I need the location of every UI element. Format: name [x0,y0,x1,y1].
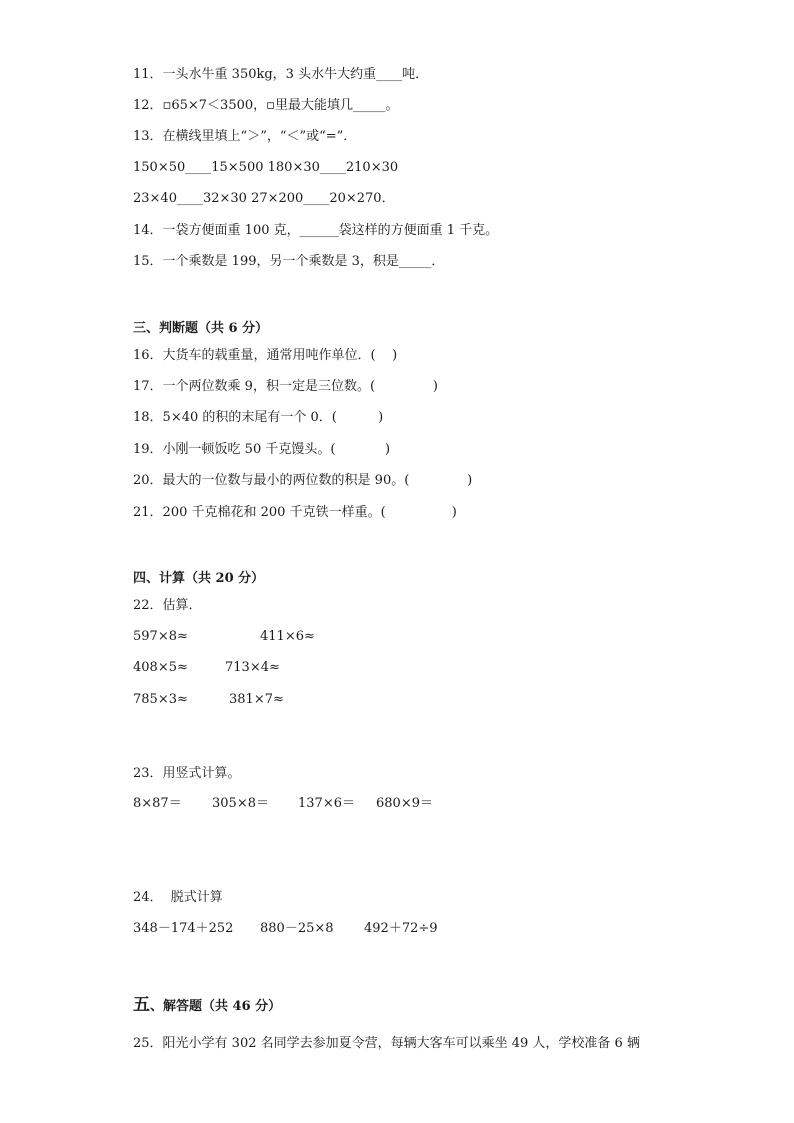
question-15: 15．一个乘数是 199，另一个乘数是 3，积是_____． [133,254,445,269]
step-calc-item: 492＋72÷9 [364,921,438,936]
estimate-item: 411×6≈ [260,629,315,644]
vertical-calc-item: 137×6＝ [298,796,355,811]
estimate-item: 408×5≈ [133,660,188,675]
question-22-label: 22．估算． [133,598,202,613]
question-21: 21．200 千克棉花和 200 千克铁一样重。( ) [133,505,457,520]
question-16: 16．大货车的载重量，通常用吨作单位．( ) [133,348,398,363]
question-13-row-1: 150×50____15×500 180×30____210×30 [133,160,399,175]
question-19: 19．小刚一顿饭吃 50 千克馒头。( ) [133,442,391,457]
estimate-item: 381×7≈ [229,692,284,707]
question-25: 25．阳光小学有 302 名同学去参加夏令营，每辆大客车可以乘坐 49 人，学校准备 6 辆 [133,1036,640,1051]
question-12: 12．▫65×7＜3500，▫里最大能填几_____。 [133,98,399,113]
question-24-label: 24． 脱式计算 [133,890,223,905]
vertical-calc-item: 680×9＝ [376,796,433,811]
question-20: 20．最大的一位数与最小的两位数的积是 90。( ) [133,473,473,488]
question-11: 11．一头水牛重 350kg，3 头水牛大约重____吨． [133,67,429,82]
section-5-number: 五 [133,995,150,1015]
estimate-item: 785×3≈ [133,692,188,707]
question-23-label: 23．用竖式计算。 [133,766,241,781]
step-calc-item: 348－174＋252 [133,921,234,936]
question-18: 18．5×40 的积的末尾有一个 0．( ) [133,410,384,425]
question-17: 17．一个两位数乘 9，积一定是三位数。( ) [133,379,438,394]
vertical-calc-item: 305×8＝ [212,796,269,811]
vertical-calc-item: 8×87＝ [133,796,182,811]
step-calc-item: 880－25×8 [260,921,334,936]
section-4-title: 四、计算（共 20 分） [133,571,265,586]
estimate-item: 597×8≈ [133,629,188,644]
estimate-item: 713×4≈ [225,660,280,675]
section-5-title-text: 、解答题（共 46 分） [150,999,282,1014]
section-3-title: 三、判断题（共 6 分） [133,321,269,336]
question-13-row-2: 23×40____32×30 27×200____20×270． [133,191,395,206]
section-5-title [133,996,281,1016]
question-14: 14．一袋方便面重 100 克，______袋这样的方便面重 1 千克。 [133,223,499,238]
question-13: 13．在横线里填上“＞”，“＜”或“=”． [133,129,357,144]
